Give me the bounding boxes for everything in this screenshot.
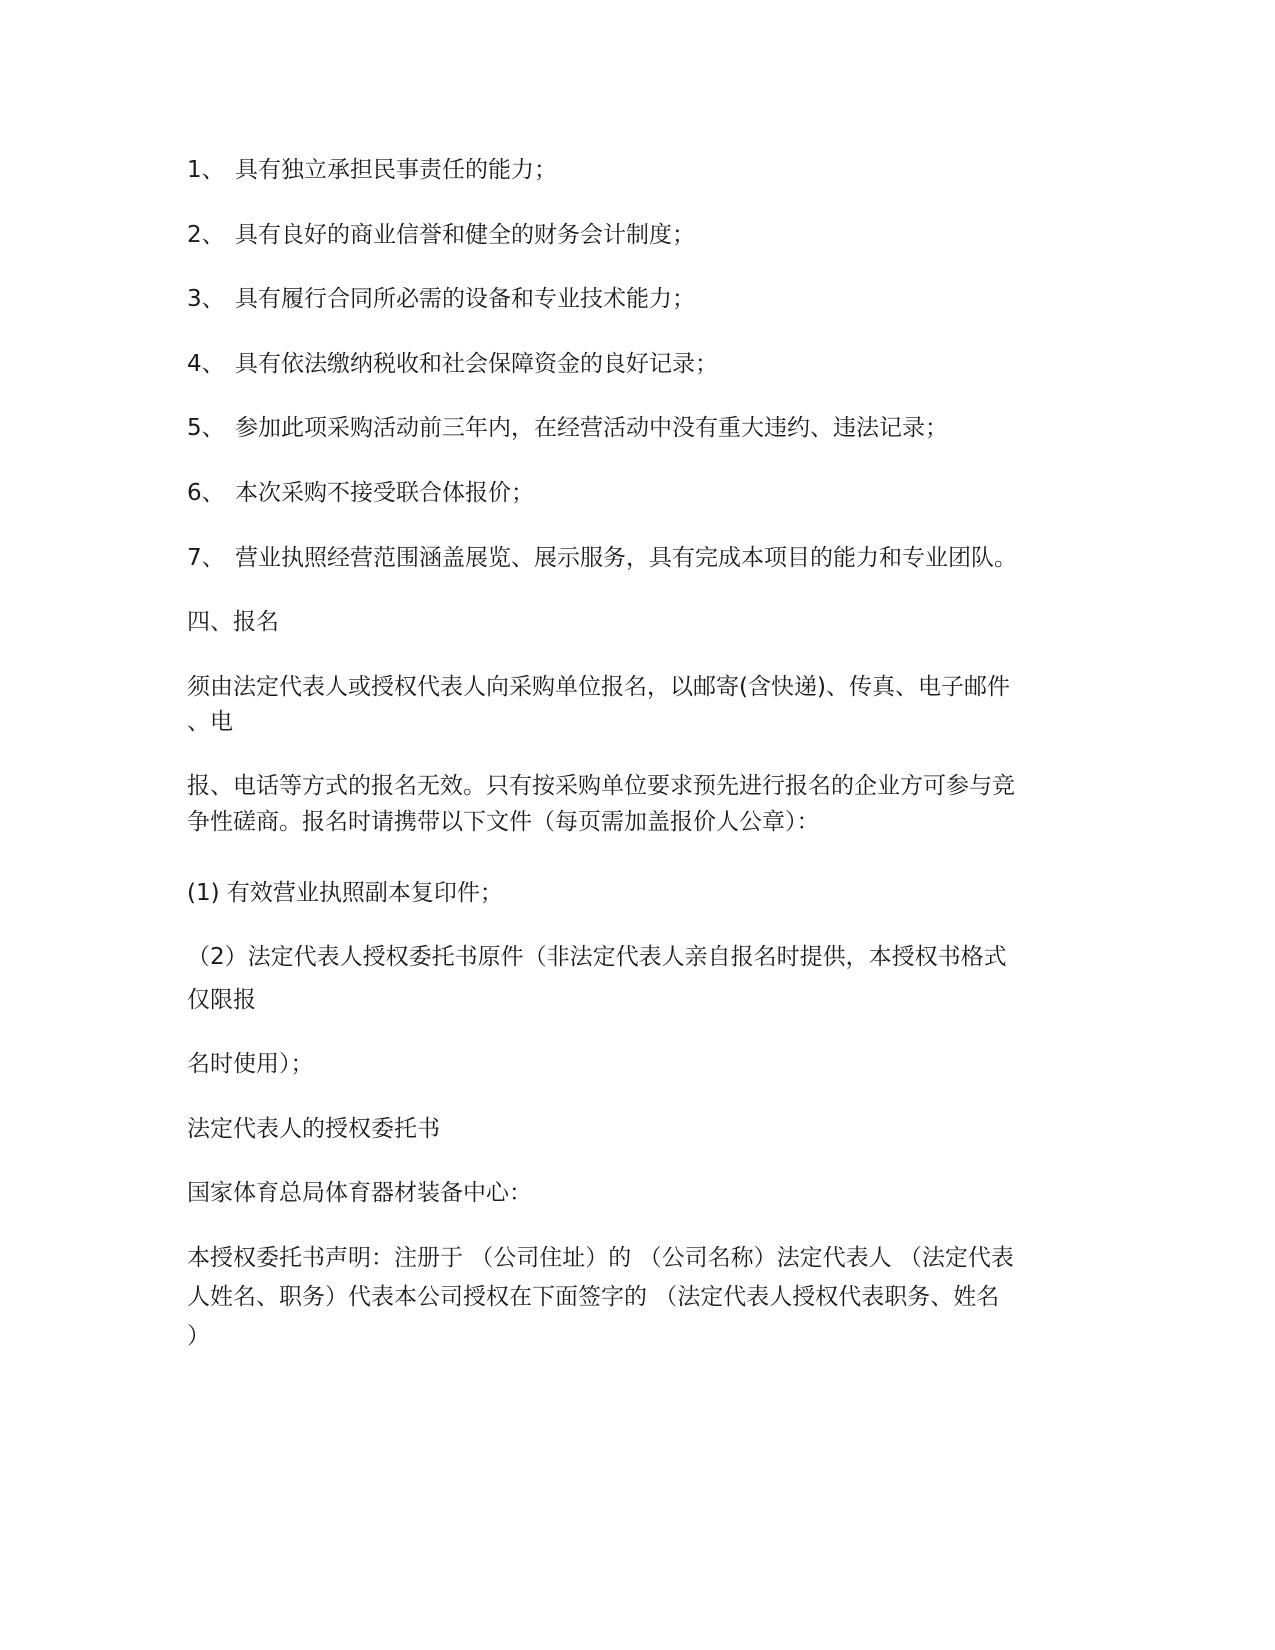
document-list-item: （2）法定代表人授权委托书原件（非法定代表人亲自报名时提供，本授权书格式 [187, 944, 1007, 970]
authorization-statement-line: 本授权委托书声明：注册于 （公司住址）的 （公司名称）法定代表人 （法定代表 [187, 1245, 1014, 1271]
registration-paragraph-line: 报、电话等方式的报名无效。只有按采购单位要求预先进行报名的企业方可参与竞 [187, 773, 1015, 799]
requirement-text: 具有独立承担民事责任的能力； [235, 157, 557, 183]
requirement-item [187, 348, 718, 380]
requirement-text: 营业执照经营范围涵盖展览、展示服务，具有完成本项目的能力和专业团队。 [235, 545, 1017, 571]
requirement-number: 6、 [187, 480, 225, 506]
requirement-number: 1、 [187, 157, 225, 183]
requirement-text: 具有履行合同所必需的设备和专业技术能力； [235, 286, 695, 312]
requirement-item [187, 477, 534, 509]
requirement-item [187, 542, 1017, 574]
authorization-statement-line: ） [187, 1323, 210, 1349]
requirement-number: 7、 [187, 545, 225, 571]
requirement-text: 参加此项采购活动前三年内，在经营活动中没有重大违约、违法记录； [235, 415, 948, 441]
document-list-item: (1) 有效营业执照副本复印件； [187, 880, 503, 906]
requirement-number: 4、 [187, 351, 225, 377]
authorization-addressee: 国家体育总局体育器材装备中心： [187, 1180, 532, 1206]
requirement-item [187, 283, 695, 315]
document-list-item: 仅限报 [187, 987, 256, 1013]
requirement-text: 具有良好的商业信誉和健全的财务会计制度； [235, 222, 695, 248]
requirement-text: 本次采购不接受联合体报价； [235, 480, 534, 506]
requirement-number: 2、 [187, 222, 225, 248]
registration-paragraph-line: 须由法定代表人或授权代表人向采购单位报名，以邮寄(含快递)、传真、电子邮件 [187, 674, 1010, 700]
requirement-number: 3、 [187, 286, 225, 312]
requirement-text: 具有依法缴纳税收和社会保障资金的良好记录； [235, 351, 718, 377]
registration-paragraph-line: 争性磋商。报名时请携带以下文件（每页需加盖报价人公章）： [187, 809, 820, 835]
section-heading: 四、报名 [187, 609, 279, 635]
document-list-item: 名时使用）； [187, 1051, 314, 1077]
registration-paragraph-line: 、电 [187, 709, 233, 735]
requirement-item [187, 219, 695, 251]
requirement-item [187, 154, 557, 186]
requirement-item [187, 412, 948, 444]
authorization-statement-line: 人姓名、职务）代表本公司授权在下面签字的 （法定代表人授权代表职务、姓名 [187, 1284, 1000, 1310]
authorization-title: 法定代表人的授权委托书 [187, 1116, 440, 1142]
requirement-number: 5、 [187, 415, 225, 441]
